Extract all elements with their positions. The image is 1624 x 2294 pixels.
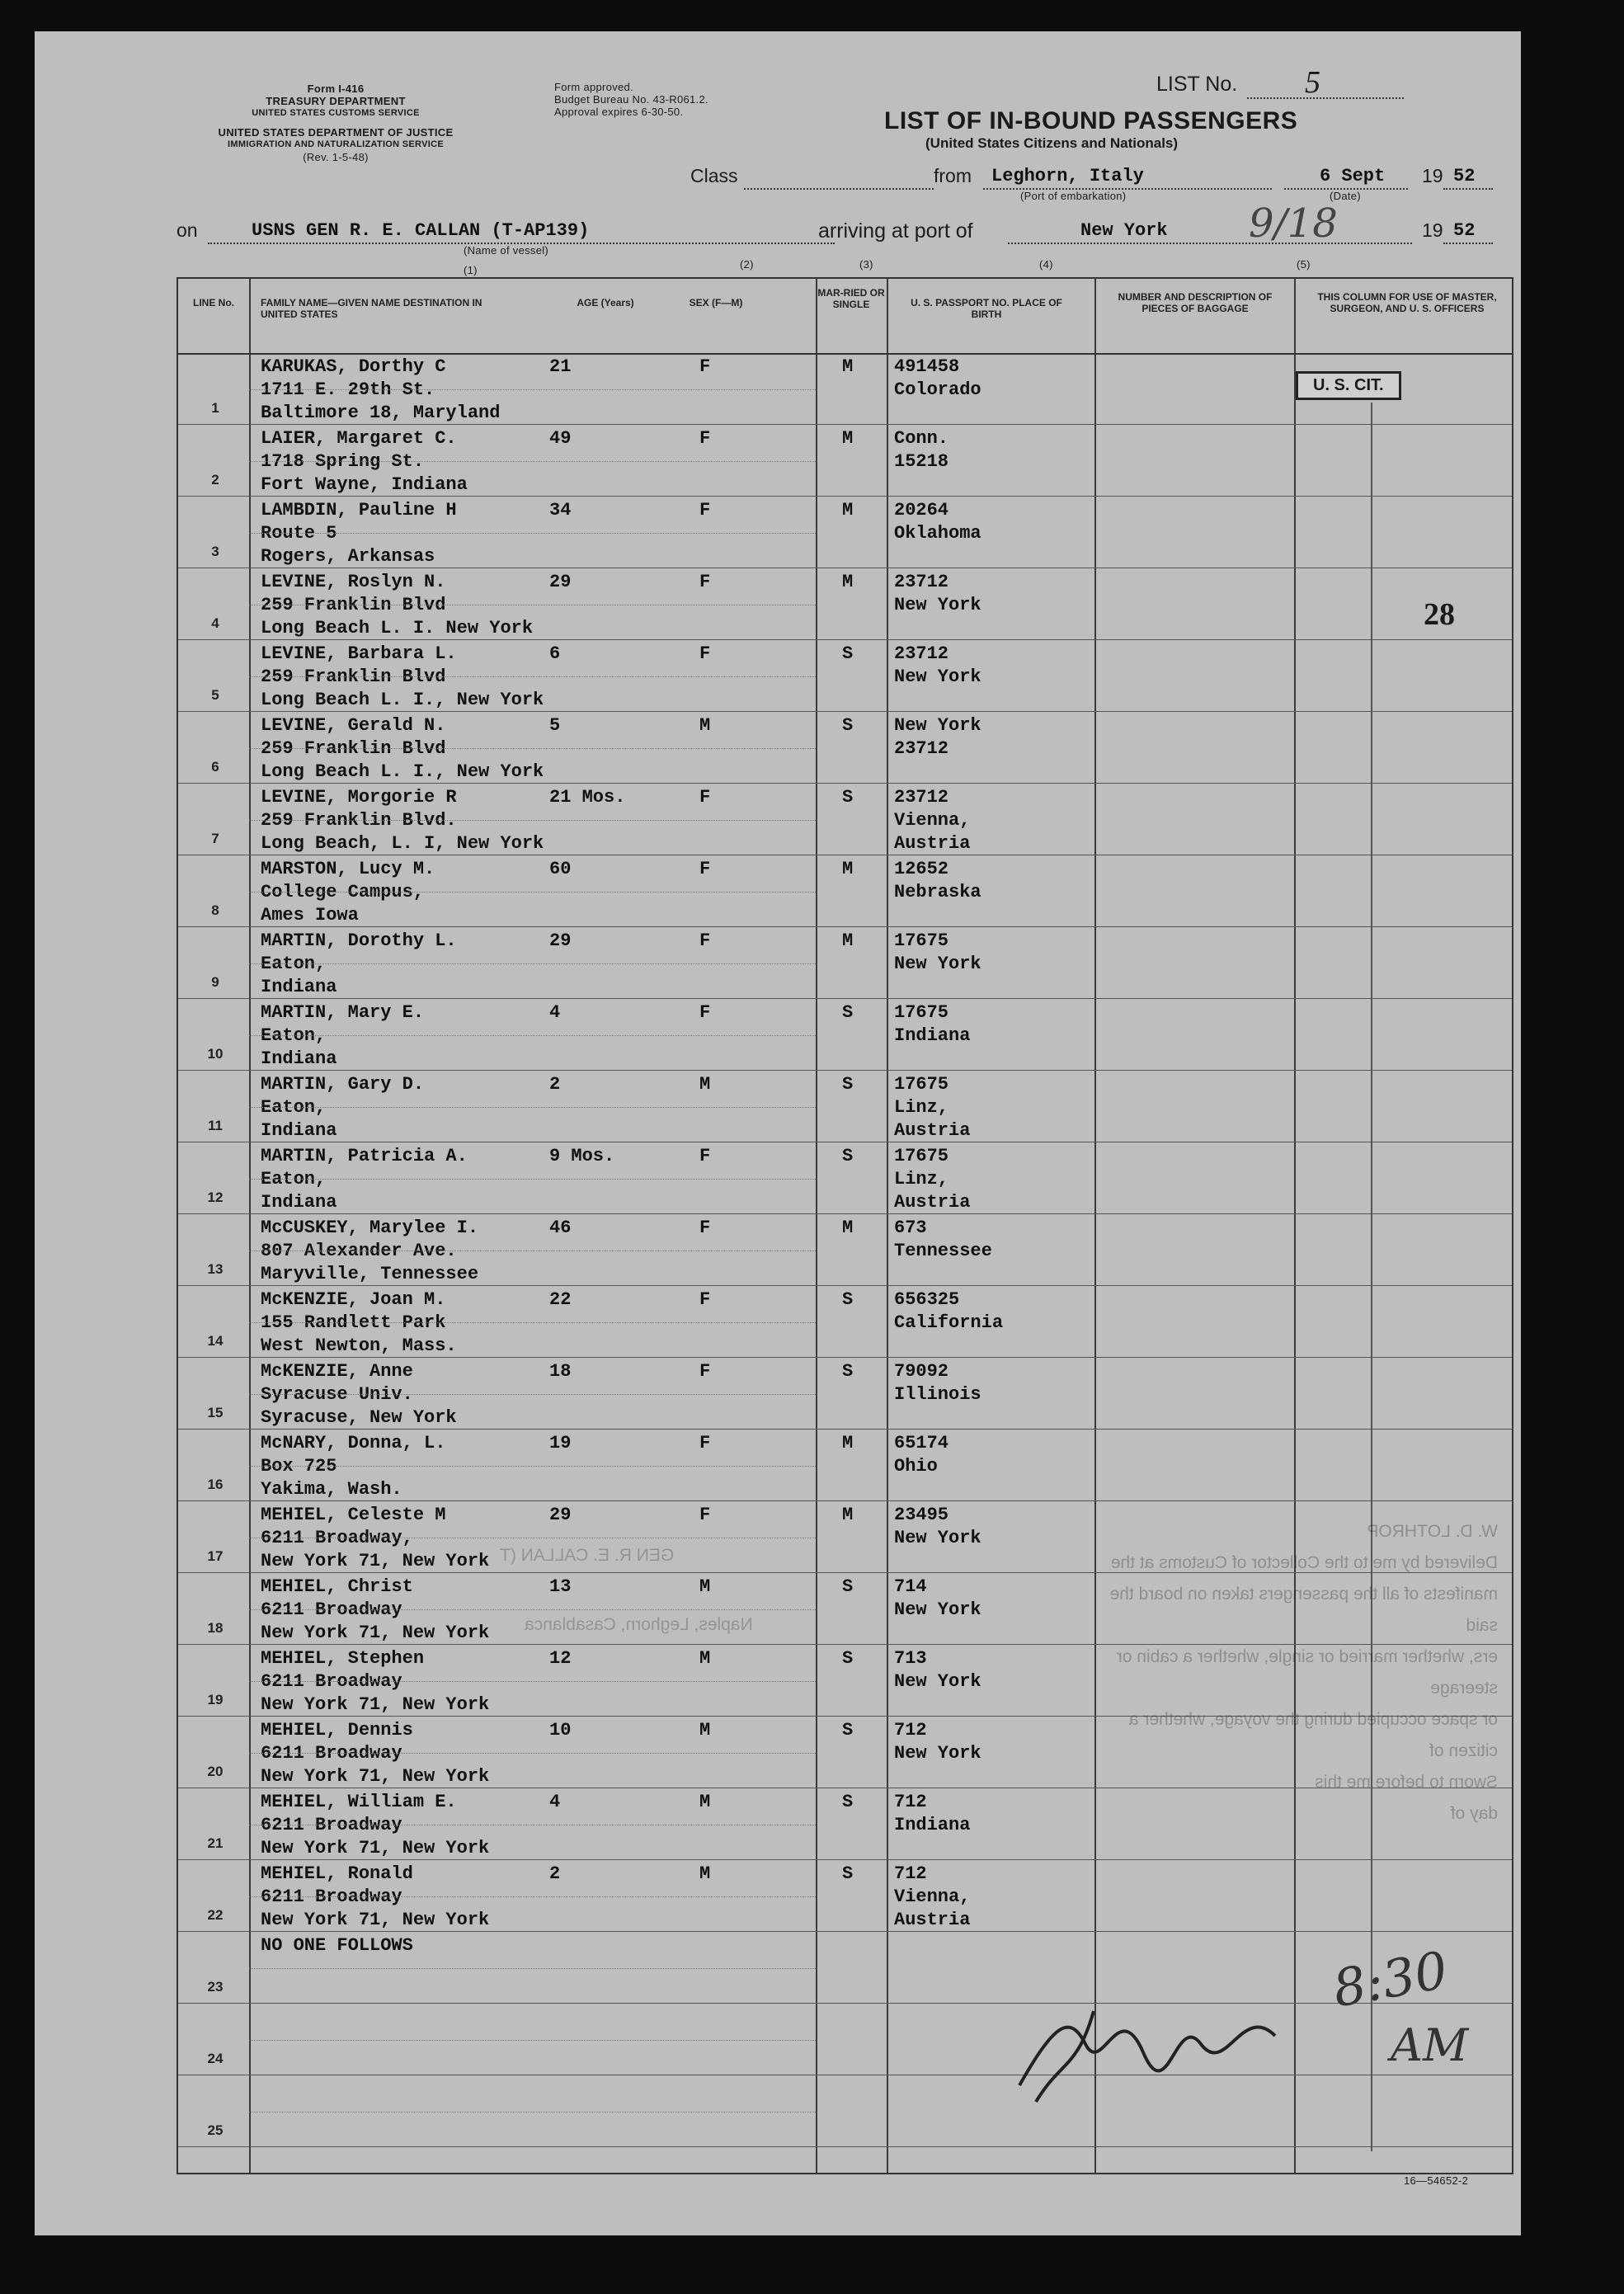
- col-num-5: (5): [1297, 258, 1311, 271]
- sex: F: [699, 859, 711, 879]
- city-state: New York 71, New York: [261, 1551, 490, 1571]
- line-number: 4: [211, 615, 219, 631]
- passport-line-2: Vienna,: [894, 1887, 971, 1907]
- line-number: 18: [207, 1620, 224, 1636]
- address-line: 807 Alexander Ave.: [261, 1241, 457, 1261]
- address-line: 1718 Spring St.: [261, 451, 425, 472]
- sex: F: [699, 1433, 711, 1453]
- marital-status: S: [842, 1648, 854, 1669]
- table-row: [178, 1071, 1512, 1142]
- justice-dept: UNITED STATES DEPARTMENT OF JUSTICE: [218, 126, 454, 139]
- vessel-caption: (Name of vessel): [464, 244, 549, 257]
- marital-status: S: [842, 1863, 854, 1884]
- line-number: 2: [211, 472, 219, 488]
- city-state: Baltimore 18, Maryland: [261, 403, 501, 423]
- manifest-page: [35, 31, 1521, 2235]
- passport-line-1: 17675: [894, 1146, 949, 1166]
- sex: F: [699, 1361, 711, 1382]
- sex: M: [699, 1863, 711, 1884]
- us-citizen-stamp: U. S. CIT.: [1296, 371, 1401, 400]
- age: 4: [549, 1792, 561, 1812]
- table-row: [178, 927, 1512, 999]
- sex: F: [699, 500, 711, 521]
- passport-line-1: 23712: [894, 787, 949, 808]
- col-num-2: (2): [740, 258, 754, 271]
- age: 21 Mos.: [549, 787, 626, 808]
- city-state: Rogers, Arkansas: [261, 546, 435, 567]
- marital-status: S: [842, 1792, 854, 1812]
- line-number: 22: [207, 1907, 224, 1923]
- passenger-name: MEHIEL, William E.: [261, 1792, 457, 1812]
- age: 34: [549, 500, 572, 521]
- address-line: 6211 Broadway: [261, 1743, 402, 1764]
- marital-status: M: [842, 500, 854, 521]
- passenger-name: NO ONE FOLLOWS: [261, 1935, 413, 1956]
- line-number: 24: [207, 2051, 224, 2066]
- line-number: 20: [207, 1764, 224, 1779]
- officer-column-line: [1371, 403, 1372, 2151]
- from-label: from: [934, 165, 972, 186]
- line-number: 7: [211, 831, 219, 846]
- city-state: New York 71, New York: [261, 1766, 490, 1787]
- sex: F: [699, 572, 711, 592]
- header-name: FAMILY NAME—GIVEN NAME DESTINATION IN UNITED STATES: [261, 297, 482, 320]
- sex: M: [699, 1792, 711, 1812]
- passport-line-2: Indiana: [894, 1025, 971, 1046]
- city-state: Maryville, Tennessee: [261, 1264, 479, 1284]
- age: 60: [549, 859, 572, 879]
- header-age: AGE (Years): [577, 297, 634, 309]
- embarkation-caption: (Port of embarkation): [1020, 190, 1127, 202]
- line-number: 1: [211, 400, 219, 416]
- line-number: 25: [207, 2122, 224, 2138]
- passenger-name: KARUKAS, Dorthy C: [261, 356, 446, 377]
- address-line: 1711 E. 29th St.: [261, 379, 435, 400]
- sex: M: [699, 1648, 711, 1669]
- address-line: 259 Franklin Blvd: [261, 738, 446, 759]
- page-subtitle: (United States Citizens and Nationals): [925, 135, 1179, 151]
- header-baggage: NUMBER AND DESCRIPTION OF PIECES OF BAGGAGE: [1118, 291, 1273, 314]
- age: 29: [549, 572, 572, 592]
- handwritten-time: 8:30: [1328, 1939, 1452, 2019]
- table-row: [178, 1860, 1512, 1932]
- passenger-name: LEVINE, Morgorie R: [261, 787, 457, 808]
- age: 13: [549, 1576, 572, 1597]
- sex: F: [699, 1146, 711, 1166]
- passport-line-2: New York: [894, 954, 981, 974]
- age: 29: [549, 1505, 572, 1525]
- form-approved: Form approved.: [554, 81, 633, 93]
- passenger-name: LEVINE, Barbara L.: [261, 643, 457, 664]
- sex: F: [699, 1505, 711, 1525]
- col-num-1: (1): [464, 264, 478, 276]
- line-number: 23: [207, 1979, 224, 1995]
- passport-line-2: Ohio: [894, 1456, 938, 1477]
- passport-line-1: 17675: [894, 1074, 949, 1095]
- header-married: MAR-RIED OR SINGLE: [817, 287, 885, 310]
- address-line: Syracuse Univ.: [261, 1384, 413, 1405]
- passport-line-1: Conn.: [894, 428, 949, 449]
- passport-line-1: 673: [894, 1218, 927, 1238]
- line-number: 10: [207, 1046, 224, 1062]
- handwritten-signature: [1003, 1962, 1333, 2127]
- line-number: 8: [211, 902, 219, 918]
- table-row: [178, 999, 1512, 1071]
- page-title: LIST OF IN-BOUND PASSENGERS: [884, 107, 1298, 134]
- table-row: [178, 425, 1512, 497]
- arrival-year-prefix: 19: [1422, 219, 1443, 241]
- passport-line-1: 712: [894, 1720, 927, 1741]
- table-row: [178, 712, 1512, 784]
- city-state: Syracuse, New York: [261, 1407, 457, 1428]
- passport-line-2: New York: [894, 1743, 981, 1764]
- line-number: 13: [207, 1261, 224, 1277]
- line-number: 14: [207, 1333, 224, 1349]
- age: 2: [549, 1074, 561, 1095]
- passport-line-2: New York: [894, 1671, 981, 1692]
- passport-line-2: California: [894, 1312, 1004, 1333]
- passenger-name: MARTIN, Patricia A.: [261, 1146, 468, 1166]
- header-line: LINE No.: [193, 297, 234, 309]
- passport-line-3: Austria: [894, 1192, 971, 1213]
- city-state: West Newton, Mass.: [261, 1335, 457, 1356]
- marital-status: S: [842, 715, 854, 736]
- reverse-bleedthrough: W. D. LOTHROP Delivered by me to the Collector of Customs at the manifests of all the passengers taken on board the said ers, whether married or single, whether a cabin or steerage or space occupied during the voyage, whether a citizen of Sworn to before me this day of: [1109, 1522, 1498, 1823]
- address-line: Eaton,: [261, 954, 327, 974]
- address-line: 155 Randlett Park: [261, 1312, 446, 1333]
- passport-line-2: Nebraska: [894, 882, 981, 902]
- marital-status: S: [842, 787, 854, 808]
- passport-line-1: 12652: [894, 859, 949, 879]
- line-number: 5: [211, 687, 219, 703]
- passport-line-2: New York: [894, 1528, 981, 1548]
- passenger-name: MARTIN, Dorothy L.: [261, 930, 457, 951]
- immigration-service: IMMIGRATION AND NATURALIZATION SERVICE: [228, 139, 444, 149]
- city-state: Fort Wayne, Indiana: [261, 474, 468, 495]
- marital-status: M: [842, 1218, 854, 1238]
- arrival-year: 52: [1453, 220, 1476, 241]
- passport-line-1: 23712: [894, 572, 949, 592]
- passport-line-1: 23712: [894, 643, 949, 664]
- passenger-name: LAMBDIN, Pauline H: [261, 500, 457, 521]
- passport-line-1: 79092: [894, 1361, 949, 1382]
- sex: F: [699, 1289, 711, 1310]
- passport-line-2: 15218: [894, 451, 949, 472]
- reverse-vessel-bleed: GEN R. E. CALLAN (T: [500, 1546, 675, 1565]
- passport-line-1: 712: [894, 1863, 927, 1884]
- marital-status: S: [842, 1720, 854, 1741]
- passport-line-2: Illinois: [894, 1384, 981, 1405]
- passport-line-2: Oklahoma: [894, 523, 981, 544]
- address-line: 6211 Broadway: [261, 1887, 402, 1907]
- passport-line-3: Austria: [894, 833, 971, 854]
- passport-line-2: New York: [894, 1599, 981, 1620]
- marital-status: M: [842, 1505, 854, 1525]
- passport-line-2: New York: [894, 667, 981, 687]
- passenger-name: MEHIEL, Stephen: [261, 1648, 425, 1669]
- passenger-name: MEHIEL, Christ: [261, 1576, 413, 1597]
- city-state: New York 71, New York: [261, 1838, 490, 1858]
- line-number: 21: [207, 1835, 224, 1851]
- passenger-name: LEVINE, Gerald N.: [261, 715, 446, 736]
- passport-line-2: Tennessee: [894, 1241, 992, 1261]
- line-number: 3: [211, 544, 219, 559]
- vessel-name: USNS GEN R. E. CALLAN (T-AP139): [252, 220, 590, 241]
- form-number: Form I-416: [307, 82, 365, 95]
- passenger-name: McKENZIE, Joan M.: [261, 1289, 446, 1310]
- passport-line-2: New York: [894, 595, 981, 615]
- table-row: [178, 497, 1512, 568]
- passport-line-1: 20264: [894, 500, 949, 521]
- on-label: on: [177, 219, 198, 241]
- sex: F: [699, 1002, 711, 1023]
- passenger-count: 28: [1424, 597, 1455, 632]
- line-number: 16: [207, 1477, 224, 1492]
- marital-status: S: [842, 1002, 854, 1023]
- address-line: College Campus,: [261, 882, 425, 902]
- passport-line-3: Austria: [894, 1120, 971, 1141]
- passenger-name: McNARY, Donna, L.: [261, 1433, 446, 1453]
- class-label: Class: [690, 165, 738, 186]
- sex: M: [699, 1074, 711, 1095]
- header-officers: THIS COLUMN FOR USE OF MASTER, SURGEON, AND U. S. OFFICERS: [1317, 291, 1497, 314]
- departure-year: 52: [1453, 166, 1476, 186]
- line-number: 15: [207, 1405, 224, 1420]
- passenger-name: LEVINE, Roslyn N.: [261, 572, 446, 592]
- table-row: [178, 1214, 1512, 1286]
- passport-line-1: 17675: [894, 930, 949, 951]
- age: 19: [549, 1433, 572, 1453]
- sex: M: [699, 1576, 711, 1597]
- arrival-port: New York: [1080, 220, 1168, 241]
- year-prefix: 19: [1422, 165, 1443, 186]
- marital-status: S: [842, 1576, 854, 1597]
- age: 4: [549, 1002, 561, 1023]
- sex: F: [699, 930, 711, 951]
- passenger-name: McCUSKEY, Marylee I.: [261, 1218, 479, 1238]
- passport-line-2: Linz,: [894, 1169, 949, 1189]
- address-line: 6211 Broadway: [261, 1671, 402, 1692]
- col-num-4: (4): [1039, 258, 1053, 271]
- city-state: Long Beach L. I. New York: [261, 618, 534, 638]
- address-line: 259 Franklin Blvd.: [261, 810, 457, 831]
- table-row: [178, 640, 1512, 712]
- city-state: New York 71, New York: [261, 1694, 490, 1715]
- header-passport: U. S. PASSPORT NO. PLACE OF BIRTH: [911, 297, 1062, 320]
- reverse-ports-bleed: Naples, Leghorn, Casablanca: [525, 1615, 753, 1634]
- age: 29: [549, 930, 572, 951]
- date-caption: (Date): [1330, 190, 1361, 202]
- table-row: [178, 784, 1512, 855]
- form-footer-code: 16—54652-2: [1404, 2174, 1469, 2187]
- revision: (Rev. 1-5-48): [303, 151, 369, 163]
- table-row: [178, 1142, 1512, 1214]
- passenger-name: MARSTON, Lucy M.: [261, 859, 435, 879]
- line-number: 12: [207, 1189, 224, 1205]
- age: 22: [549, 1289, 572, 1310]
- marital-status: M: [842, 428, 854, 449]
- age: 10: [549, 1720, 572, 1741]
- sex: F: [699, 787, 711, 808]
- city-state: Long Beach L. I., New York: [261, 690, 544, 710]
- address-line: 6211 Broadway: [261, 1599, 402, 1620]
- address-line: 259 Franklin Blvd: [261, 667, 446, 687]
- marital-status: M: [842, 859, 854, 879]
- passport-line-2: Colorado: [894, 379, 981, 400]
- passport-line-2: 23712: [894, 738, 949, 759]
- city-state: Indiana: [261, 1192, 337, 1213]
- arriving-label: arriving at port of: [818, 219, 973, 243]
- customs-service: UNITED STATES CUSTOMS SERVICE: [252, 108, 420, 118]
- list-no-label: LIST No.: [1156, 73, 1238, 96]
- address-line: Eaton,: [261, 1097, 327, 1118]
- age: 49: [549, 428, 572, 449]
- marital-status: S: [842, 643, 854, 664]
- address-line: Route 5: [261, 523, 337, 544]
- passport-line-1: New York: [894, 715, 981, 736]
- table-row: [178, 1430, 1512, 1501]
- sex: F: [699, 428, 711, 449]
- age: 6: [549, 643, 561, 664]
- budget-bureau: Budget Bureau No. 43-R061.2.: [554, 93, 708, 106]
- passport-line-1: 17675: [894, 1002, 949, 1023]
- city-state: Long Beach L. I., New York: [261, 761, 544, 782]
- table-row: [178, 1286, 1512, 1358]
- passenger-name: MARTIN, Mary E.: [261, 1002, 425, 1023]
- sex: F: [699, 356, 711, 377]
- passport-line-3: Austria: [894, 1910, 971, 1930]
- departure-date: 6 Sept: [1320, 166, 1386, 186]
- age: 5: [549, 715, 561, 736]
- arrival-date-handwritten: 9/18: [1249, 200, 1338, 247]
- passenger-name: MEHIEL, Ronald: [261, 1863, 413, 1884]
- marital-status: S: [842, 1289, 854, 1310]
- age: 9 Mos.: [549, 1146, 615, 1166]
- treasury-dept: TREASURY DEPARTMENT: [266, 95, 406, 107]
- address-line: 6211 Broadway: [261, 1815, 402, 1835]
- passport-line-2: Indiana: [894, 1815, 971, 1835]
- address-line: Eaton,: [261, 1025, 327, 1046]
- marital-status: M: [842, 356, 854, 377]
- passport-line-2: Vienna,: [894, 810, 971, 831]
- address-line: 259 Franklin Blvd: [261, 595, 446, 615]
- passport-line-1: 491458: [894, 356, 960, 377]
- passenger-name: LAIER, Margaret C.: [261, 428, 457, 449]
- age: 46: [549, 1218, 572, 1238]
- city-state: New York 71, New York: [261, 1910, 490, 1930]
- passport-line-1: 65174: [894, 1433, 949, 1453]
- passport-line-1: 714: [894, 1576, 927, 1597]
- marital-status: M: [842, 1433, 854, 1453]
- marital-status: M: [842, 930, 854, 951]
- header-sex: SEX (F—M): [689, 297, 743, 309]
- passport-line-1: 656325: [894, 1289, 960, 1310]
- marital-status: S: [842, 1074, 854, 1095]
- line-number: 9: [211, 974, 219, 990]
- marital-status: S: [842, 1146, 854, 1166]
- approval-expires: Approval expires 6-30-50.: [554, 106, 684, 118]
- passenger-name: McKENZIE, Anne: [261, 1361, 413, 1382]
- city-state: Yakima, Wash.: [261, 1479, 402, 1500]
- age: 12: [549, 1648, 572, 1669]
- address-line: Eaton,: [261, 1169, 327, 1189]
- passport-line-1: 23495: [894, 1505, 949, 1525]
- table-row: [178, 1358, 1512, 1430]
- list-number: 5: [1305, 65, 1320, 100]
- sex: M: [699, 715, 711, 736]
- sex: F: [699, 643, 711, 664]
- table-row: [178, 855, 1512, 927]
- handwritten-am: AM: [1391, 2019, 1469, 2071]
- passport-line-2: Linz,: [894, 1097, 949, 1118]
- embarkation-port: Leghorn, Italy: [991, 166, 1144, 186]
- table-row: [178, 568, 1512, 640]
- col-num-3: (3): [859, 258, 873, 271]
- sex: F: [699, 1218, 711, 1238]
- passenger-table: [177, 277, 1513, 2174]
- line-number: 6: [211, 759, 219, 775]
- marital-status: S: [842, 1361, 854, 1382]
- age: 18: [549, 1361, 572, 1382]
- passport-line-1: 712: [894, 1792, 927, 1812]
- city-state: New York 71, New York: [261, 1623, 490, 1643]
- address-line: Box 725: [261, 1456, 337, 1477]
- city-state: Indiana: [261, 977, 337, 997]
- address-line: 6211 Broadway,: [261, 1528, 413, 1548]
- sex: M: [699, 1720, 711, 1741]
- passport-line-1: 713: [894, 1648, 927, 1669]
- line-number: 11: [208, 1118, 223, 1133]
- line-number: 17: [207, 1548, 224, 1564]
- age: 2: [549, 1863, 561, 1884]
- marital-status: M: [842, 572, 854, 592]
- passenger-name: MEHIEL, Celeste M: [261, 1505, 446, 1525]
- age: 21: [549, 356, 572, 377]
- passenger-name: MEHIEL, Dennis: [261, 1720, 413, 1741]
- line-number: 19: [207, 1692, 224, 1708]
- city-state: Ames Iowa: [261, 905, 359, 926]
- passenger-name: MARTIN, Gary D.: [261, 1074, 425, 1095]
- city-state: Indiana: [261, 1120, 337, 1141]
- city-state: Indiana: [261, 1048, 337, 1069]
- city-state: Long Beach, L. I, New York: [261, 833, 544, 854]
